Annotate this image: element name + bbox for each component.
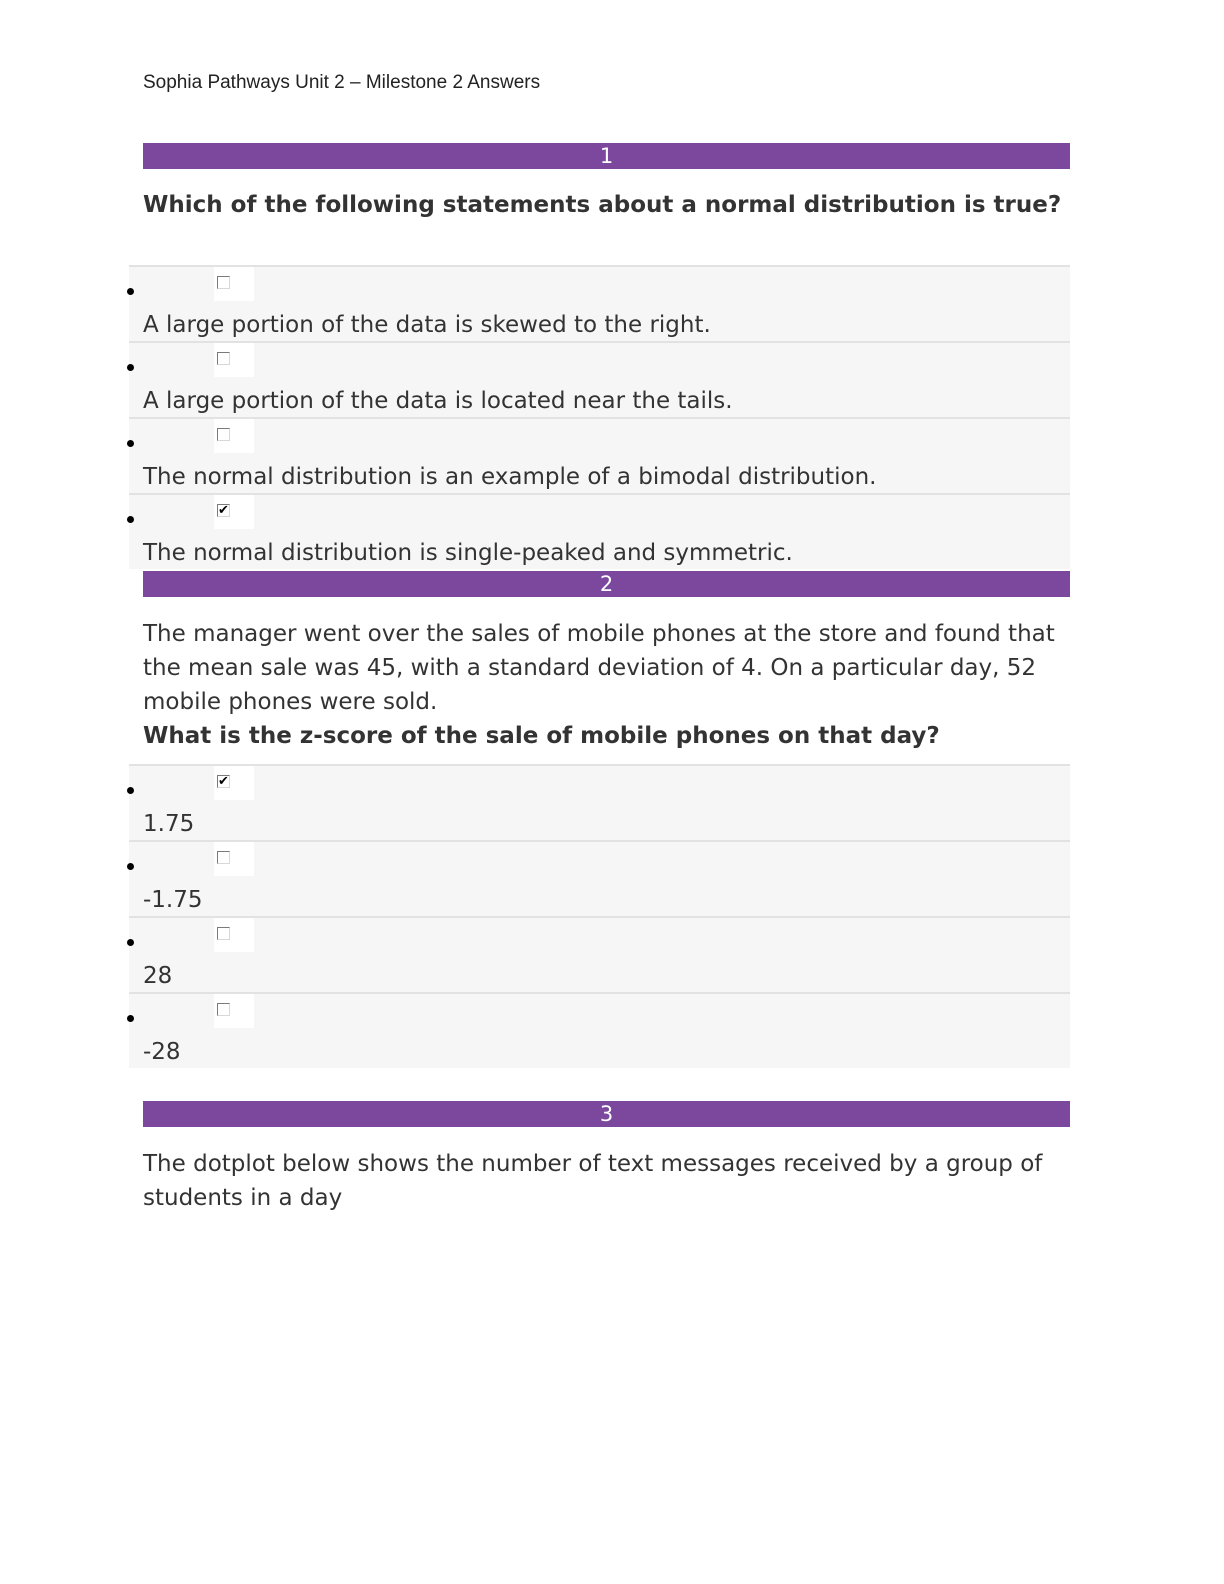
answer-option-label: 1.75 — [143, 811, 195, 837]
checkbox[interactable]: ✔ — [218, 774, 229, 789]
bullet-icon — [127, 1015, 134, 1022]
question-3 — [143, 1101, 1070, 1215]
question-stem: The dotplot below shows the number of text messages received by a group of students in a day — [143, 1151, 1043, 1211]
checkbox[interactable] — [217, 352, 230, 365]
question-1 — [143, 143, 1070, 569]
answer-option-label: A large portion of the data is located near the tails. — [143, 388, 733, 414]
question-prompt: What is the z-score of the sale of mobile phones on that day? — [143, 723, 940, 749]
checkbox[interactable] — [217, 927, 230, 940]
bullet-icon — [127, 516, 134, 523]
checkbox[interactable] — [217, 428, 230, 441]
question-number-bar: 2 — [143, 571, 1070, 597]
question-2 — [143, 571, 1070, 1068]
checkbox[interactable] — [217, 1003, 230, 1016]
answer-options — [143, 764, 1070, 1068]
question-stem: The manager went over the sales of mobile phones at the store and found that the mean sale was 45, with a standard deviation of 4. On a particular day, 52 mobile phones were sold. — [143, 621, 1055, 715]
question-number-bar: 3 — [143, 1101, 1070, 1127]
answer-option-label: 28 — [143, 963, 173, 989]
checkbox[interactable]: ✔ — [218, 503, 229, 518]
answer-option[interactable] — [129, 840, 1070, 916]
bullet-icon — [127, 863, 134, 870]
answer-option[interactable] — [129, 265, 1070, 341]
bullet-icon — [127, 939, 134, 946]
bullet-icon — [127, 288, 134, 295]
question-prompt: Which of the following statements about a normal distribution is true? — [143, 192, 1062, 218]
bullet-icon — [127, 364, 134, 371]
document-header: Sophia Pathways Unit 2 – Milestone 2 Answers — [143, 72, 541, 93]
answer-option[interactable] — [129, 764, 1070, 840]
answer-option[interactable] — [129, 992, 1070, 1068]
checkbox[interactable] — [217, 276, 230, 289]
answer-options — [143, 265, 1070, 569]
answer-option-label: The normal distribution is an example of a bimodal distribution. — [143, 464, 877, 490]
answer-option-label: A large portion of the data is skewed to the right. — [143, 312, 711, 338]
bullet-icon — [127, 787, 134, 794]
question-number-bar: 1 — [143, 143, 1070, 169]
answer-option[interactable] — [129, 341, 1070, 417]
answer-option[interactable] — [129, 493, 1070, 569]
checkbox[interactable] — [217, 851, 230, 864]
answer-option[interactable] — [129, 916, 1070, 992]
answer-option-label: The normal distribution is single-peaked and symmetric. — [143, 540, 793, 566]
bullet-icon — [127, 440, 134, 447]
answer-option-label: -28 — [143, 1039, 181, 1065]
answer-option-label: -1.75 — [143, 887, 203, 913]
answer-option[interactable] — [129, 417, 1070, 493]
